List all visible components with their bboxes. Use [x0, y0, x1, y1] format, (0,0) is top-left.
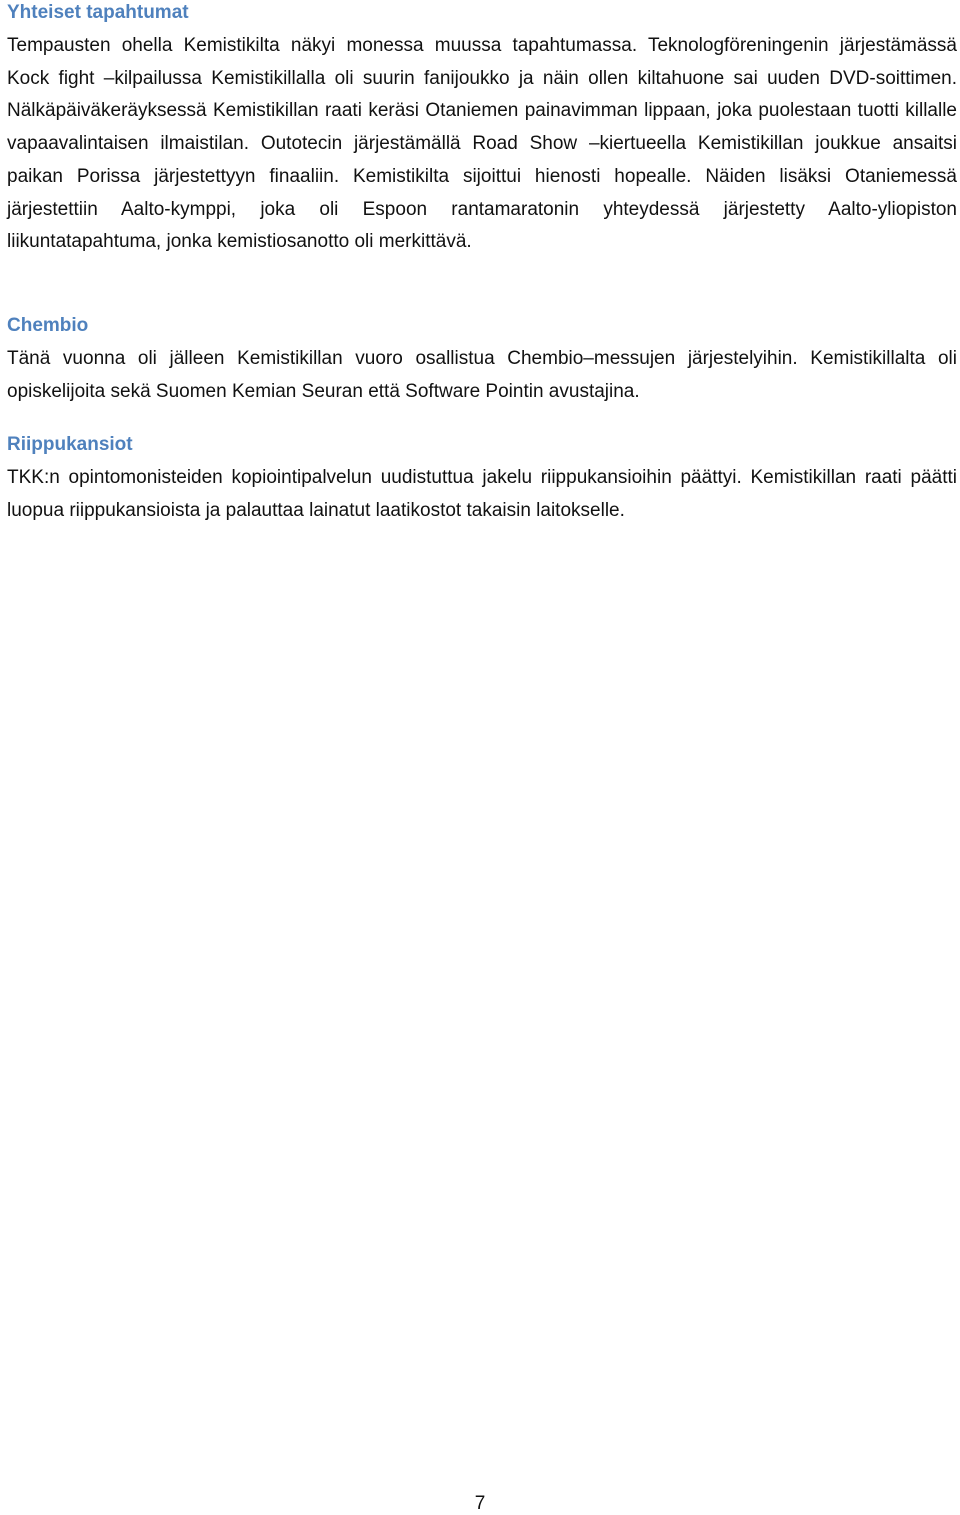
- section-riippukansiot: [7, 433, 957, 527]
- section-heading: Chembio: [7, 315, 89, 336]
- section-paragraph: TKK:n opintomonisteiden kopiointipalvelun uudistuttua jakelu riippukansioihin päättyi. Kemistikillan raati päätti luopua riippukansioista ja palauttaa lainatut laatikostot takaisin laitokselle.: [7, 467, 957, 521]
- page-number: 7: [474, 1493, 486, 1514]
- section-heading: Yhteiset tapahtumat: [7, 2, 189, 23]
- section-chembio: [7, 314, 957, 408]
- section-heading: Riippukansiot: [7, 434, 133, 455]
- section-paragraph: Tänä vuonna oli jälleen Kemistikillan vuoro osallistua Chembio–messujen järjestelyihin. Kemistikillalta oli opiskelijoita sekä Suomen Kemian Seuran että Software Pointin avustajina.: [7, 348, 957, 402]
- section-yhteiset-tapahtumat: [7, 1, 957, 259]
- section-paragraph: Tempausten ohella Kemistikilta näkyi monessa muussa tapahtumassa. Teknologföreningenin järjestämässä Kock fight –kilpailussa Kemistikillalla oli suurin fanijoukko ja näin ollen kiltahuone sai uuden DVD-soittimen. Nälkäpäiväkeräyksessä Kemistikillan raati keräsi Otaniemen painavimman lippaan, joka puolestaan tuotti killalle vapaavalintaisen ilmaistilan. Outotecin järjestämällä Road Show –kiertueella Kemistikillan joukkue ansaitsi paikan Porissa järjestettyyn finaaliin. Kemistikilta sijoittui hienosti hopealle. Näiden lisäksi Otaniemessä järjestettiin Aalto-kymppi, joka oli Espoon rantamaratonin yhteydessä järjestetty Aalto-yliopiston liikuntatapahtuma, jonka kemistiosanotto oli merkittävä.: [7, 35, 957, 253]
